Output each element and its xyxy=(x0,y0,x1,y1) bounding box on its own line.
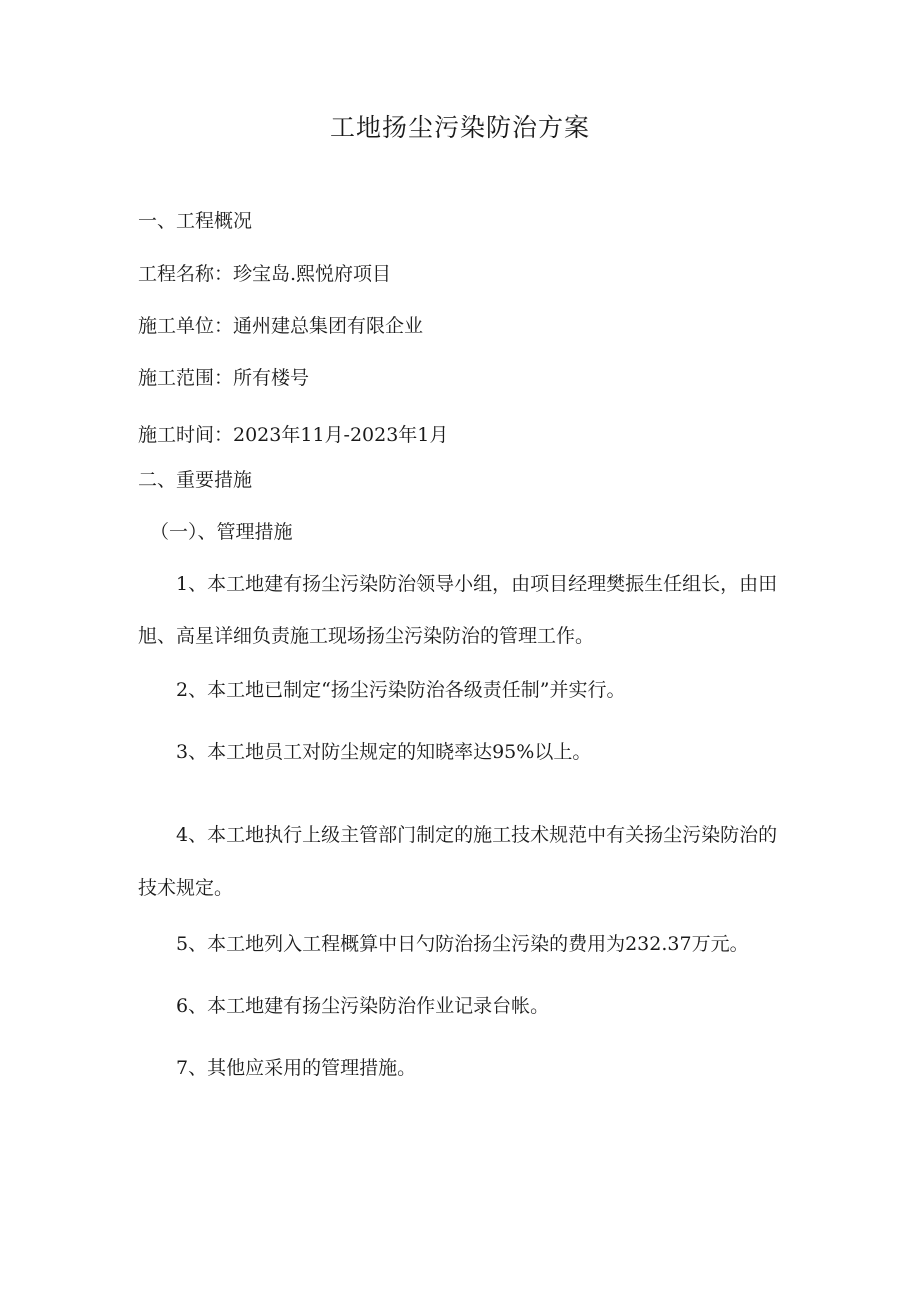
item-4-line-1: 4、本工地执行上级主管部门制定的施工技术规范中有关扬尘污染防治的 xyxy=(176,824,778,846)
construction-time: 施工时间：2023年11月-2023年1月 xyxy=(138,424,449,446)
item-7: 7、其他应采用的管理措施。 xyxy=(176,1057,417,1079)
section-heading-measures: 二、重要措施 xyxy=(138,469,253,491)
subsection-heading-management: （一）、管理措施 xyxy=(150,521,293,543)
section-heading-overview: 一、工程概况 xyxy=(138,210,253,232)
item-1-line-2: 旭、高星详细负责施工现场扬尘污染防治的管理工作。 xyxy=(138,625,595,647)
item-4-line-2: 技术规定。 xyxy=(138,877,234,899)
item-1-line-1: 1、本工地建有扬尘污染防治领导小组，由项目经理樊振生任组长，由田 xyxy=(176,573,778,595)
project-name: 工程名称：珍宝岛.熙悦府项目 xyxy=(138,263,392,285)
item-6: 6、本工地建有扬尘污染防治作业记录台帐。 xyxy=(176,995,550,1017)
item-5: 5、本工地列入工程概算中日勺防治扬尘污染的费用为232.37万元。 xyxy=(176,933,749,955)
item-2: 2、本工地已制定“扬尘污染防治各级责任制”并实行。 xyxy=(176,679,626,701)
document-title: 工地扬尘污染防治方案 xyxy=(329,113,590,142)
item-3: 3、本工地员工对防尘规定的知晓率达95%以上。 xyxy=(176,741,592,763)
construction-scope: 施工范围：所有楼号 xyxy=(138,367,310,389)
construction-unit: 施工单位：通州建总集团有限企业 xyxy=(138,315,424,337)
